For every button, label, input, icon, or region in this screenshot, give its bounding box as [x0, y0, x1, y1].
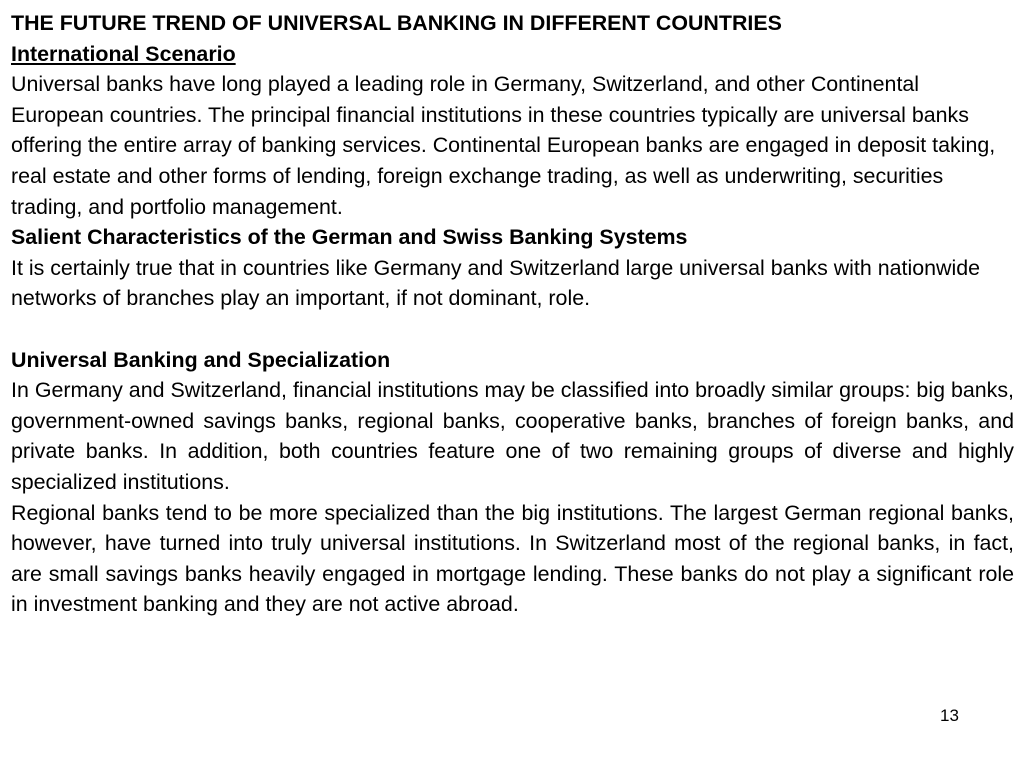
page-number: 13: [940, 706, 959, 725]
paragraph-german-swiss-characteristics: It is certainly true that in countries like Germany and Switzerland large universal banks with nationwide networks of branches play an important, if not dominant, role.: [11, 255, 980, 311]
section-spacer: [11, 314, 1014, 345]
section-heading-international-scenario: International Scenario: [11, 41, 236, 66]
section-heading-universal-banking-specialization: Universal Banking and Specialization: [11, 347, 391, 372]
page-title: THE FUTURE TREND OF UNIVERSAL BANKING IN DIFFERENT COUNTRIES: [11, 11, 782, 35]
paragraph-regional-banks: Regional banks tend to be more specialized than the big institutions. The largest German regional banks, however, have turned into truly universal institutions. In Switzerland most of the regional banks, in fact, are small savings banks heavily engaged in mortgage lending. These banks do not play a significant role in investment banking and they are not active abroad.: [11, 500, 1014, 617]
section-heading-german-swiss-characteristics: Salient Characteristics of the German and Swiss Banking Systems: [11, 225, 688, 250]
slide-content: [11, 8, 1014, 620]
paragraph-classification-groups: In Germany and Switzerland, financial institutions may be classified into broadly similar groups: big banks, government-owned savings banks, regional banks, cooperative banks, branches of foreign banks, and private banks. In addition, both countries feature one of two remaining groups of diverse and highly specialized institutions.: [11, 378, 1014, 494]
paragraph-international-scenario: Universal banks have long played a leading role in Germany, Switzerland, and other Continental European countries. The principal financial institutions in these countries typically are universal banks offering the entire array of banking services. Continental European banks are engaged in deposit taking, real estate and other forms of lending, foreign exchange trading, as well as underwriting, securities trading, and portfolio management.: [11, 72, 996, 219]
